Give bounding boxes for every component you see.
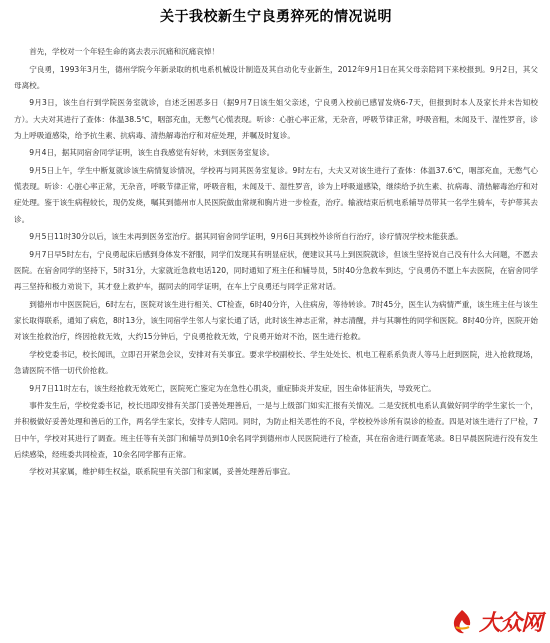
paragraph: 9月7日11时左右，该生经抢救无效死亡，医院死亡鉴定为在急性心肌炎，重症肺炎并发症，因生命体征消失，导致死亡。 <box>29 383 436 393</box>
paragraph: 9月5日11时30分以后，该生未再到医务室治疗。据其同宿舍同学证明，9月6日其到校外诊所自行治疗，诊疗情况学校未能获悉。 <box>29 232 463 242</box>
paragraph: 到德州市中医医院后，6时左右，医院对该生进行相关、CT检查，6时40分许，入住病房，等待转诊。7时45分，医生认为病情严重，该生班主任与该生家长取得联系，通知了病危，8时13分，该生同宿学生邻人与家长通了话，此时该生神志正常，神志清醒，并与其聊性的同学和医院。8时40分许，医院开始对该生抢救治疗，终因抢救无效，大约15分钟后，宁良勇抢救无效，宁良勇开始对不治，医生进行抢救。 <box>14 299 538 342</box>
paragraph: 9月3日，该生自行到学院医务室就诊，自述乏困恶多日（据9月7日该生姐父亲述，宁良勇入校前已感冒发烧6-7天，但报到时本人及家长并未告知校方）。大夫对其进行了查体：体温38.5℃，咽部充血，无憋气心慌表现。听诊：心脏心率正常，无杂音，呼吸节律正常，呼吸音粗，未闻及干、湿性罗音，诊为上呼吸道感染，给予抗生素、抗病毒、清热解毒治疗和对症处理，并嘱及时复诊。 <box>14 98 538 140</box>
document-body <box>14 44 538 481</box>
paragraph: 9月4日，据其同宿舍同学证明，该生自我感觉有好转，未到医务室复诊。 <box>29 148 275 158</box>
paragraph: 9月7日早5时左右，宁良勇起床后感到身体发不舒服，同学们发现其有明显症状，便建议其马上到医院就诊，但该生坚持说自己没有什么大问题，不愿去医院。在宿舍同学的坚持下，5时31分，大家就近急救电话120，同时通知了班主任和辅导员，5时40分急救车到达，宁良勇仍不愿上车去医院，在宿舍同学再三坚持和极力劝说下，其才登上救护车，据同去的同学证明，在车上宁良勇还与同学正常对话。 <box>14 249 538 292</box>
paragraph: 学校对其家属，维护师生权益，联系院里有关部门和家属，妥善处理善后事宜。 <box>29 467 295 477</box>
dazhong-logo-icon <box>447 607 477 637</box>
paragraph: 首先，学校对一个年轻生命的离去表示沉痛和沉痛哀悼！ <box>29 47 220 56</box>
paragraph: 事件发生后，学校党委书记，校长迅即安排有关部门妥善处理善后，一是与上级部门如实汇报有关情况。二是安抚机电系认真做好同学的学生家长一个，并积极做好妥善处理和善后的工作，两名学生家长，安排专人陪同。同时，为防止相关恶性的不良，学校校外诊所有误诊的检查。四是对该生进行了尸检，7日中午，学校对其进行了调查。班主任等有关部门和辅导员到10余名同学到德州市人民医院进行了检查，其在宿舍进行调查笔录。8日早晨医院进行没有发生后续感染，经班委共同检查，10余名同学都有正常。 <box>14 401 538 459</box>
paragraph: 学校党委书记，校长闻讯，立即召开紧急会议，安排对有关事宜。要求学校副校长、学生处处长、机电工程系系负责人等马上赶到医院，进入抢救现场，急请医院不惜一切代价抢救。 <box>14 349 538 375</box>
watermark-logo <box>447 606 542 637</box>
paragraph: 9月5日上午，学生中断复就诊该生病情复诊情况，学校再与同其医务室复诊。9时左右，大夫又对该生进行了查体：体温37.6℃，咽部充血，无憋气心慌表现。听诊：心脏心率正常，无杂音，呼吸节律正常，呼吸音粗，未闻及干、湿性罗音，诊为上呼吸道感染，继续给予抗生素、抗病毒、清热解毒治疗和对症处理。鉴于该生病程较长，现仍发烧，嘱其到德州市人民医院做血常规和胸片进一步检查，治疗。输液结束后机电系辅导员带其一名学生骑车，专护带其去诊。 <box>14 165 538 224</box>
watermark-text: 大众网 <box>478 610 542 636</box>
paragraph: 宁良勇，1993年3月生，德州学院今年新录取的机电系机械设计制造及其自动化专业新生，2012年9月1日在其父母亲陪同下来校报到。9月2日，其父母离校。 <box>14 64 538 90</box>
document-title: 关于我校新生宁良勇猝死的情况说明 <box>160 9 392 25</box>
